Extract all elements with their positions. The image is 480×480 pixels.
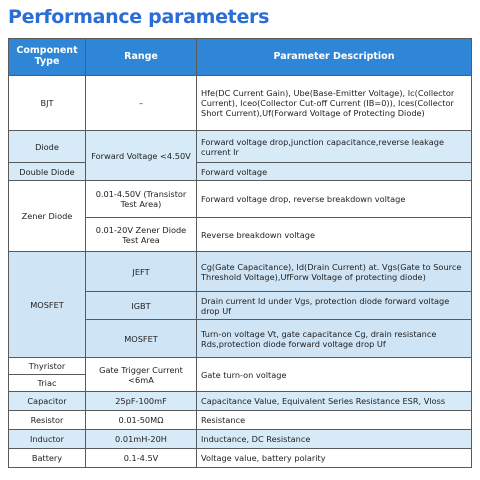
cell-component: Double Diode [9,163,86,181]
cell-component: BJT [9,76,86,131]
cell-description: Gate turn-on voltage [197,358,472,392]
cell-description: Voltage value, battery polarity [197,449,472,468]
cell-range: 25pF-100mF [86,392,197,411]
parameters-table [8,38,472,468]
cell-range: 0.1-4.5V [86,449,197,468]
cell-component: Zener Diode [9,181,86,252]
cell-range: – [86,76,197,131]
cell-component: Thyristor [9,358,86,375]
cell-component: Triac [9,375,86,392]
cell-component: Diode [9,131,86,163]
cell-component: Resistor [9,411,86,430]
cell-component: Inductor [9,430,86,449]
table-row-zener-transistor [9,181,472,218]
cell-description: Capacitance Value, Equivalent Series Resistance ESR, Vloss [197,392,472,411]
table-row-mosfet-jeft [9,252,472,292]
cell-description: Hfe(DC Current Gain), Ube(Base-Emitter Voltage), Ic(Collector Current), Iceo(Collector Cut-off Current (IB=0)), Ices(Collector Short Current),Uf(Forward Voltage of Protecting Diode) [197,76,472,131]
table-row-capacitor [9,392,472,411]
cell-description: Turn-on voltage Vt, gate capacitance Cg, drain resistance Rds,protection diode forward voltage drop Uf [197,320,472,358]
cell-component: Capacitor [9,392,86,411]
cell-component: MOSFET [9,252,86,358]
table-row-double-diode [9,163,472,181]
cell-range: Forward Voltage <4.50V [86,131,197,181]
header-parameter-description: Parameter Description [197,39,472,76]
table-row-bjt [9,76,472,131]
cell-description: Forward voltage drop,junction capacitance,reverse leakage current Ir [197,131,472,163]
cell-description: Cg(Gate Capacitance), Id(Drain Current) at. Vgs(Gate to Source Threshold Voltage),UfForw Voltage of protecting diode) [197,252,472,292]
cell-description: Resistance [197,411,472,430]
table-row-thyristor [9,358,472,375]
cell-component: Battery [9,449,86,468]
cell-subtype: IGBT [86,292,197,320]
cell-subtype: MOSFET [86,320,197,358]
table-row-battery [9,449,472,468]
cell-description: Reverse breakdown voltage [197,218,472,252]
header-row [9,39,472,76]
cell-description: Forward voltage [197,163,472,181]
cell-description: Inductance, DC Resistance [197,430,472,449]
cell-description: Drain current Id under Vgs, protection diode forward voltage drop Uf [197,292,472,320]
header-component-type: Component Type [9,39,86,76]
cell-range: 0.01mH-20H [86,430,197,449]
header-range: Range [86,39,197,76]
cell-range: Gate Trigger Current <6mA [86,358,197,392]
table-row-inductor [9,430,472,449]
cell-subtype: JEFT [86,252,197,292]
cell-range: 0.01-20V Zener Diode Test Area [86,218,197,252]
table-row-diode [9,131,472,163]
cell-range: 0.01-4.50V (Transistor Test Area) [86,181,197,218]
cell-description: Forward voltage drop, reverse breakdown voltage [197,181,472,218]
cell-range: 0.01-50MΩ [86,411,197,430]
page-title: Performance parameters [8,6,270,28]
table-row-resistor [9,411,472,430]
